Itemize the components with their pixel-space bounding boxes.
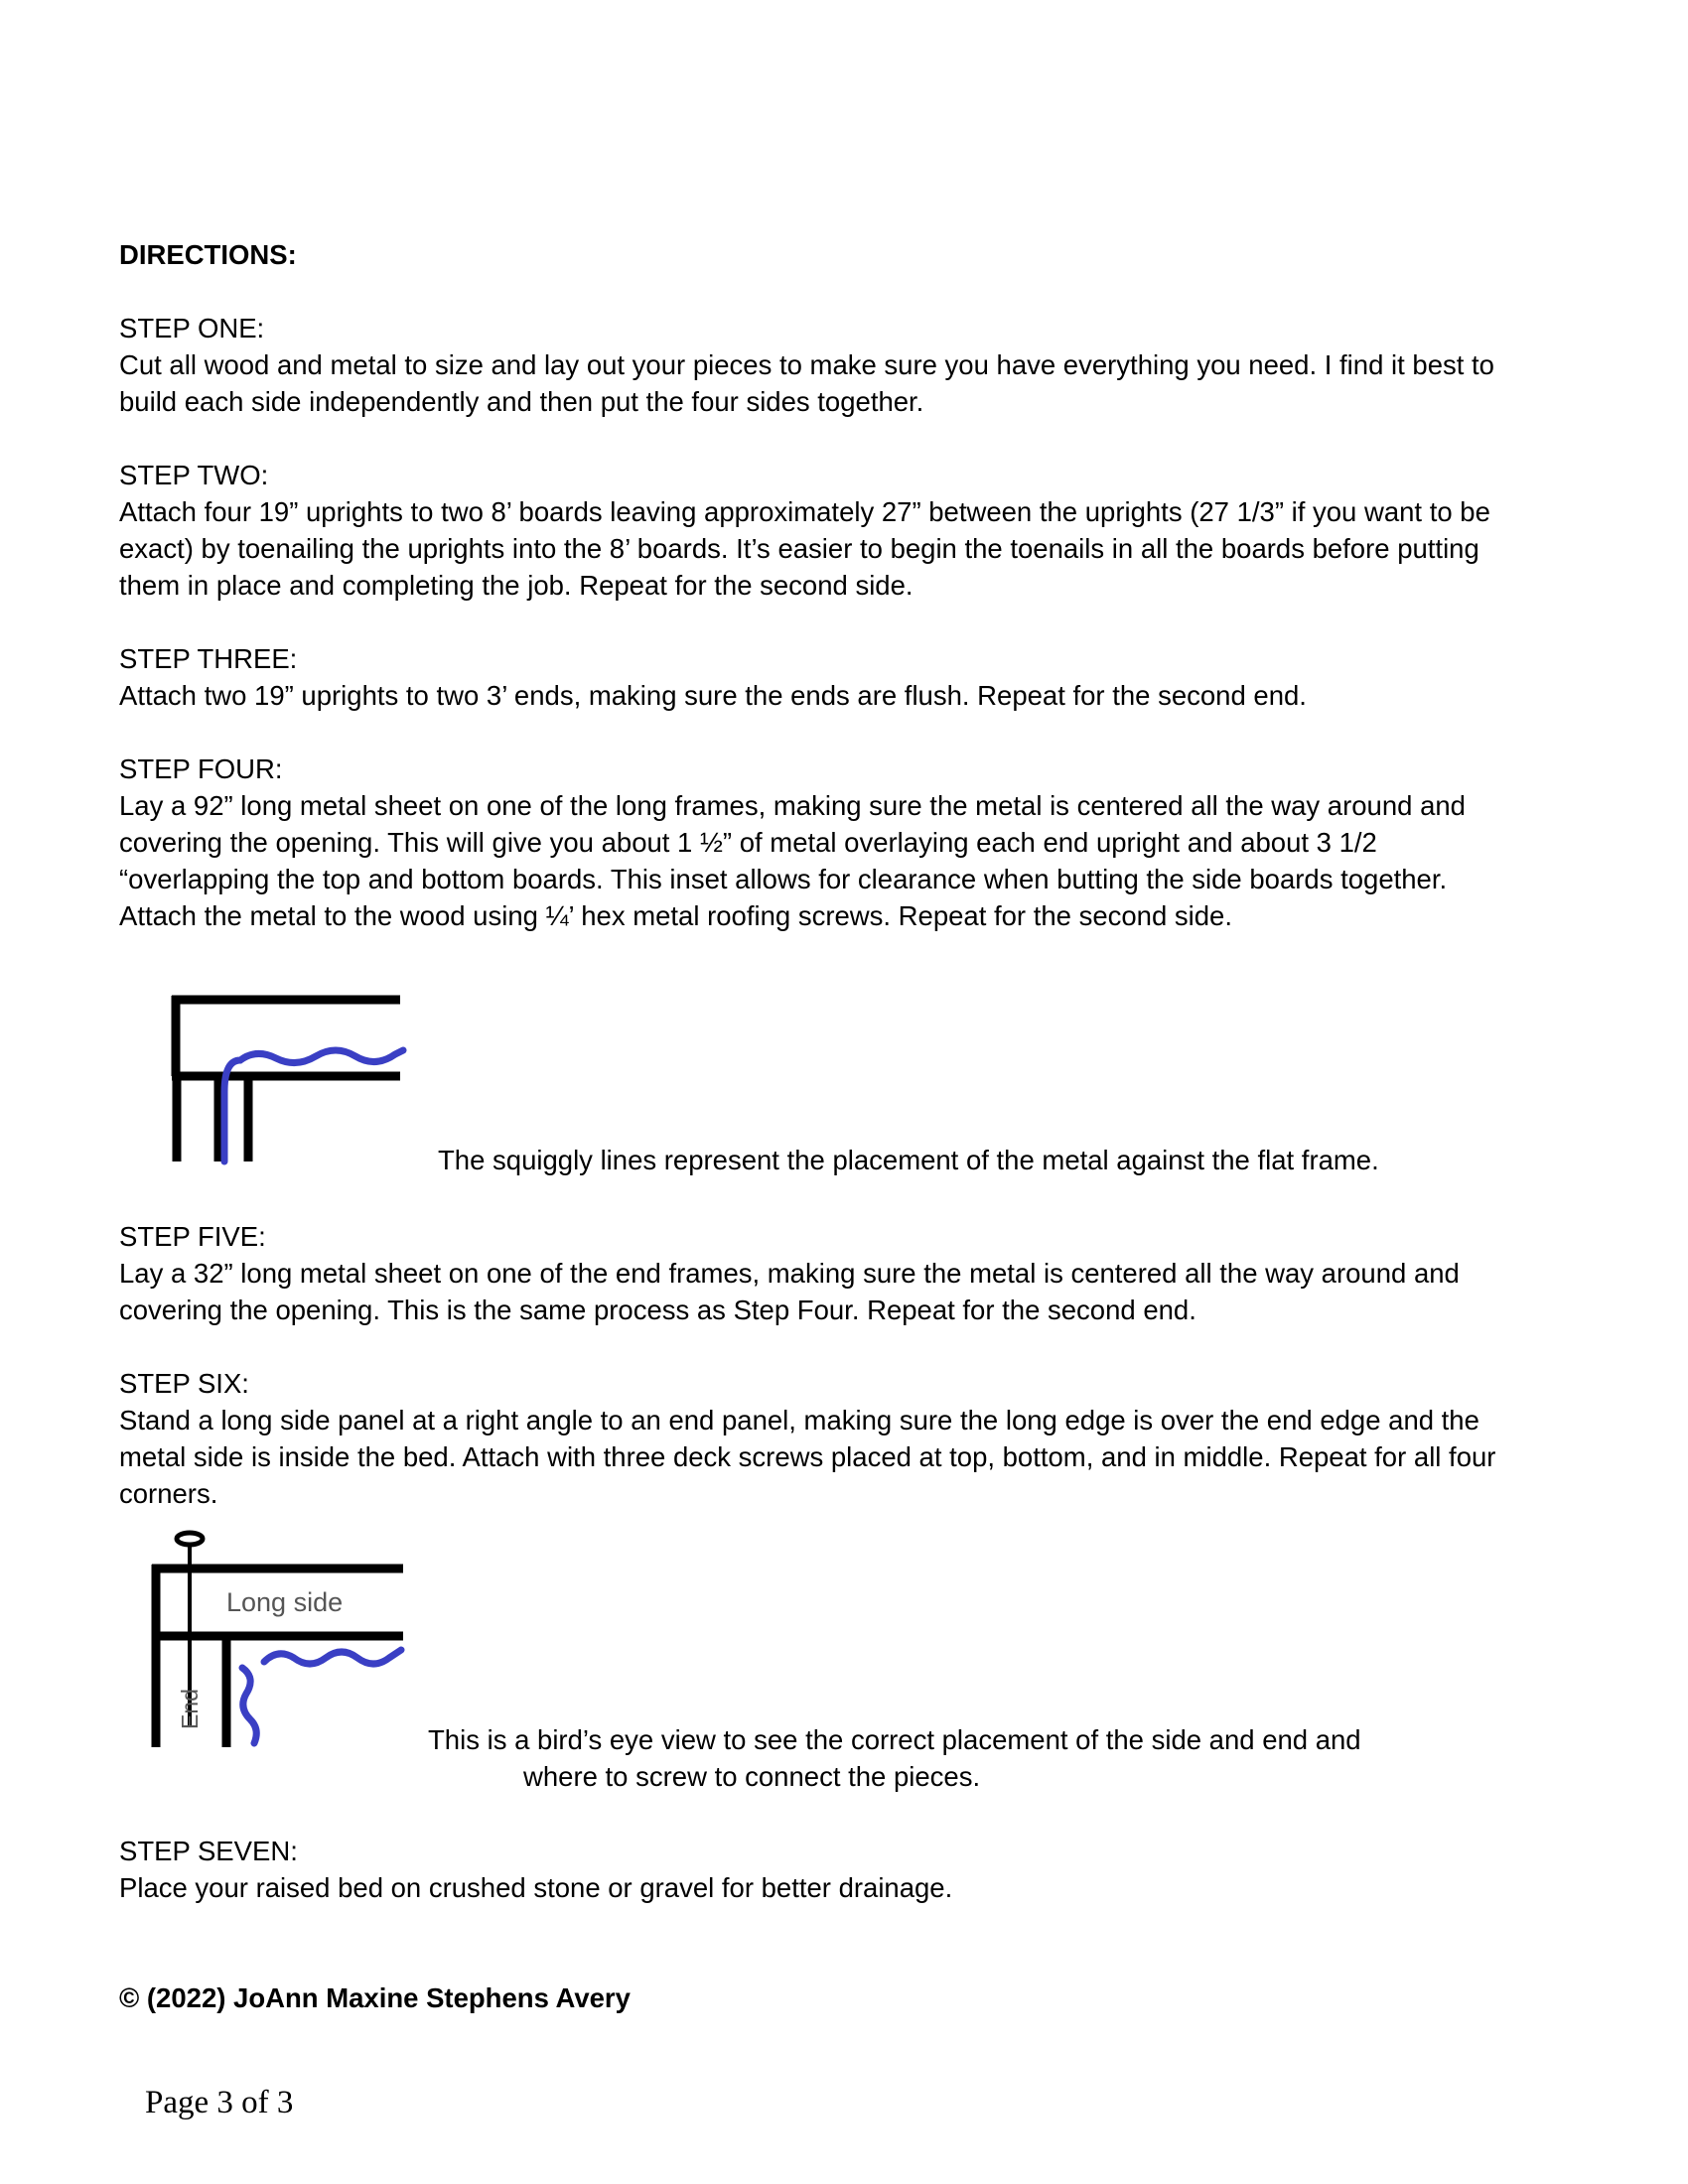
step-five-title: STEP FIVE: <box>119 1221 266 1252</box>
figure2-caption-line2: where to screw to connect the pieces. <box>523 1761 981 1792</box>
directions-heading: DIRECTIONS: <box>119 239 297 270</box>
step-five-line: covering the opening. This is the same process as Step Four. Repeat for the second end. <box>119 1295 1196 1325</box>
step-six-line: corners. <box>119 1478 218 1509</box>
step-six-title: STEP SIX: <box>119 1368 249 1399</box>
step-four-line: Attach the metal to the wood using ¼’ hex metal roofing screws. Repeat for the second side. <box>119 900 1232 931</box>
page-number: Page 3 of 3 <box>145 2085 294 2120</box>
step-six-line: Stand a long side panel at a right angle to an end panel, making sure the long edge is over the end edge and the <box>119 1405 1479 1435</box>
step-four-line: covering the opening. This will give you about 1 ½” of metal overlaying each end upright and about 3 1/2 <box>119 827 1377 858</box>
step-one-line: Cut all wood and metal to size and lay out your pieces to make sure you have everything you need. I find it best to <box>119 349 1494 380</box>
step-six-line: metal side is inside the bed. Attach with three deck screws placed at top, bottom, and in middle. Repeat for all four <box>119 1441 1496 1472</box>
step-one-title: STEP ONE: <box>119 313 265 343</box>
step-two-line: exact) by toenailing the uprights into the 8’ boards. It’s easier to begin the toenails in all the boards before putting <box>119 533 1479 564</box>
metal-squiggle-long <box>264 1650 401 1664</box>
step-three-title: STEP THREE: <box>119 643 298 674</box>
birds-eye-diagram <box>147 1529 405 1752</box>
step-three-line: Attach two 19” uprights to two 3’ ends, making sure the ends are flush. Repeat for the second end. <box>119 680 1307 711</box>
step-four-line: Lay a 92” long metal sheet on one of the long frames, making sure the metal is centered all the way around and <box>119 790 1466 821</box>
long-side-label: Long side <box>226 1587 344 1617</box>
step-four-line: “overlapping the top and bottom boards. This inset allows for clearance when butting the side boards together. <box>119 864 1448 894</box>
step-four-title: STEP FOUR: <box>119 753 283 784</box>
step-two-title: STEP TWO: <box>119 460 269 490</box>
step-two-line: them in place and completing the job. Repeat for the second side. <box>119 570 914 601</box>
end-label: End <box>177 1689 203 1729</box>
wood-frame <box>172 996 400 1161</box>
figure1-caption: The squiggly lines represent the placement of the metal against the flat frame. <box>438 1145 1379 1175</box>
step-one-line: build each side independently and then put the four sides together. <box>119 386 924 417</box>
copyright-notice: © (2022) JoAnn Maxine Stephens Avery <box>119 1982 631 2013</box>
step-seven-title: STEP SEVEN: <box>119 1836 298 1866</box>
step-five-line: Lay a 32” long metal sheet on one of the end frames, making sure the metal is centered all the way around and <box>119 1258 1460 1289</box>
step-two-line: Attach four 19” uprights to two 8’ boards leaving approximately 27” between the uprights (27 1/3” if you want to be <box>119 496 1490 527</box>
metal-squiggle-end <box>242 1668 256 1743</box>
figure2-caption-line1: This is a bird’s eye view to see the correct placement of the side and end and <box>428 1724 1361 1755</box>
flat-frame-diagram <box>169 993 407 1166</box>
step-seven-line: Place your raised bed on crushed stone or gravel for better drainage. <box>119 1872 953 1903</box>
